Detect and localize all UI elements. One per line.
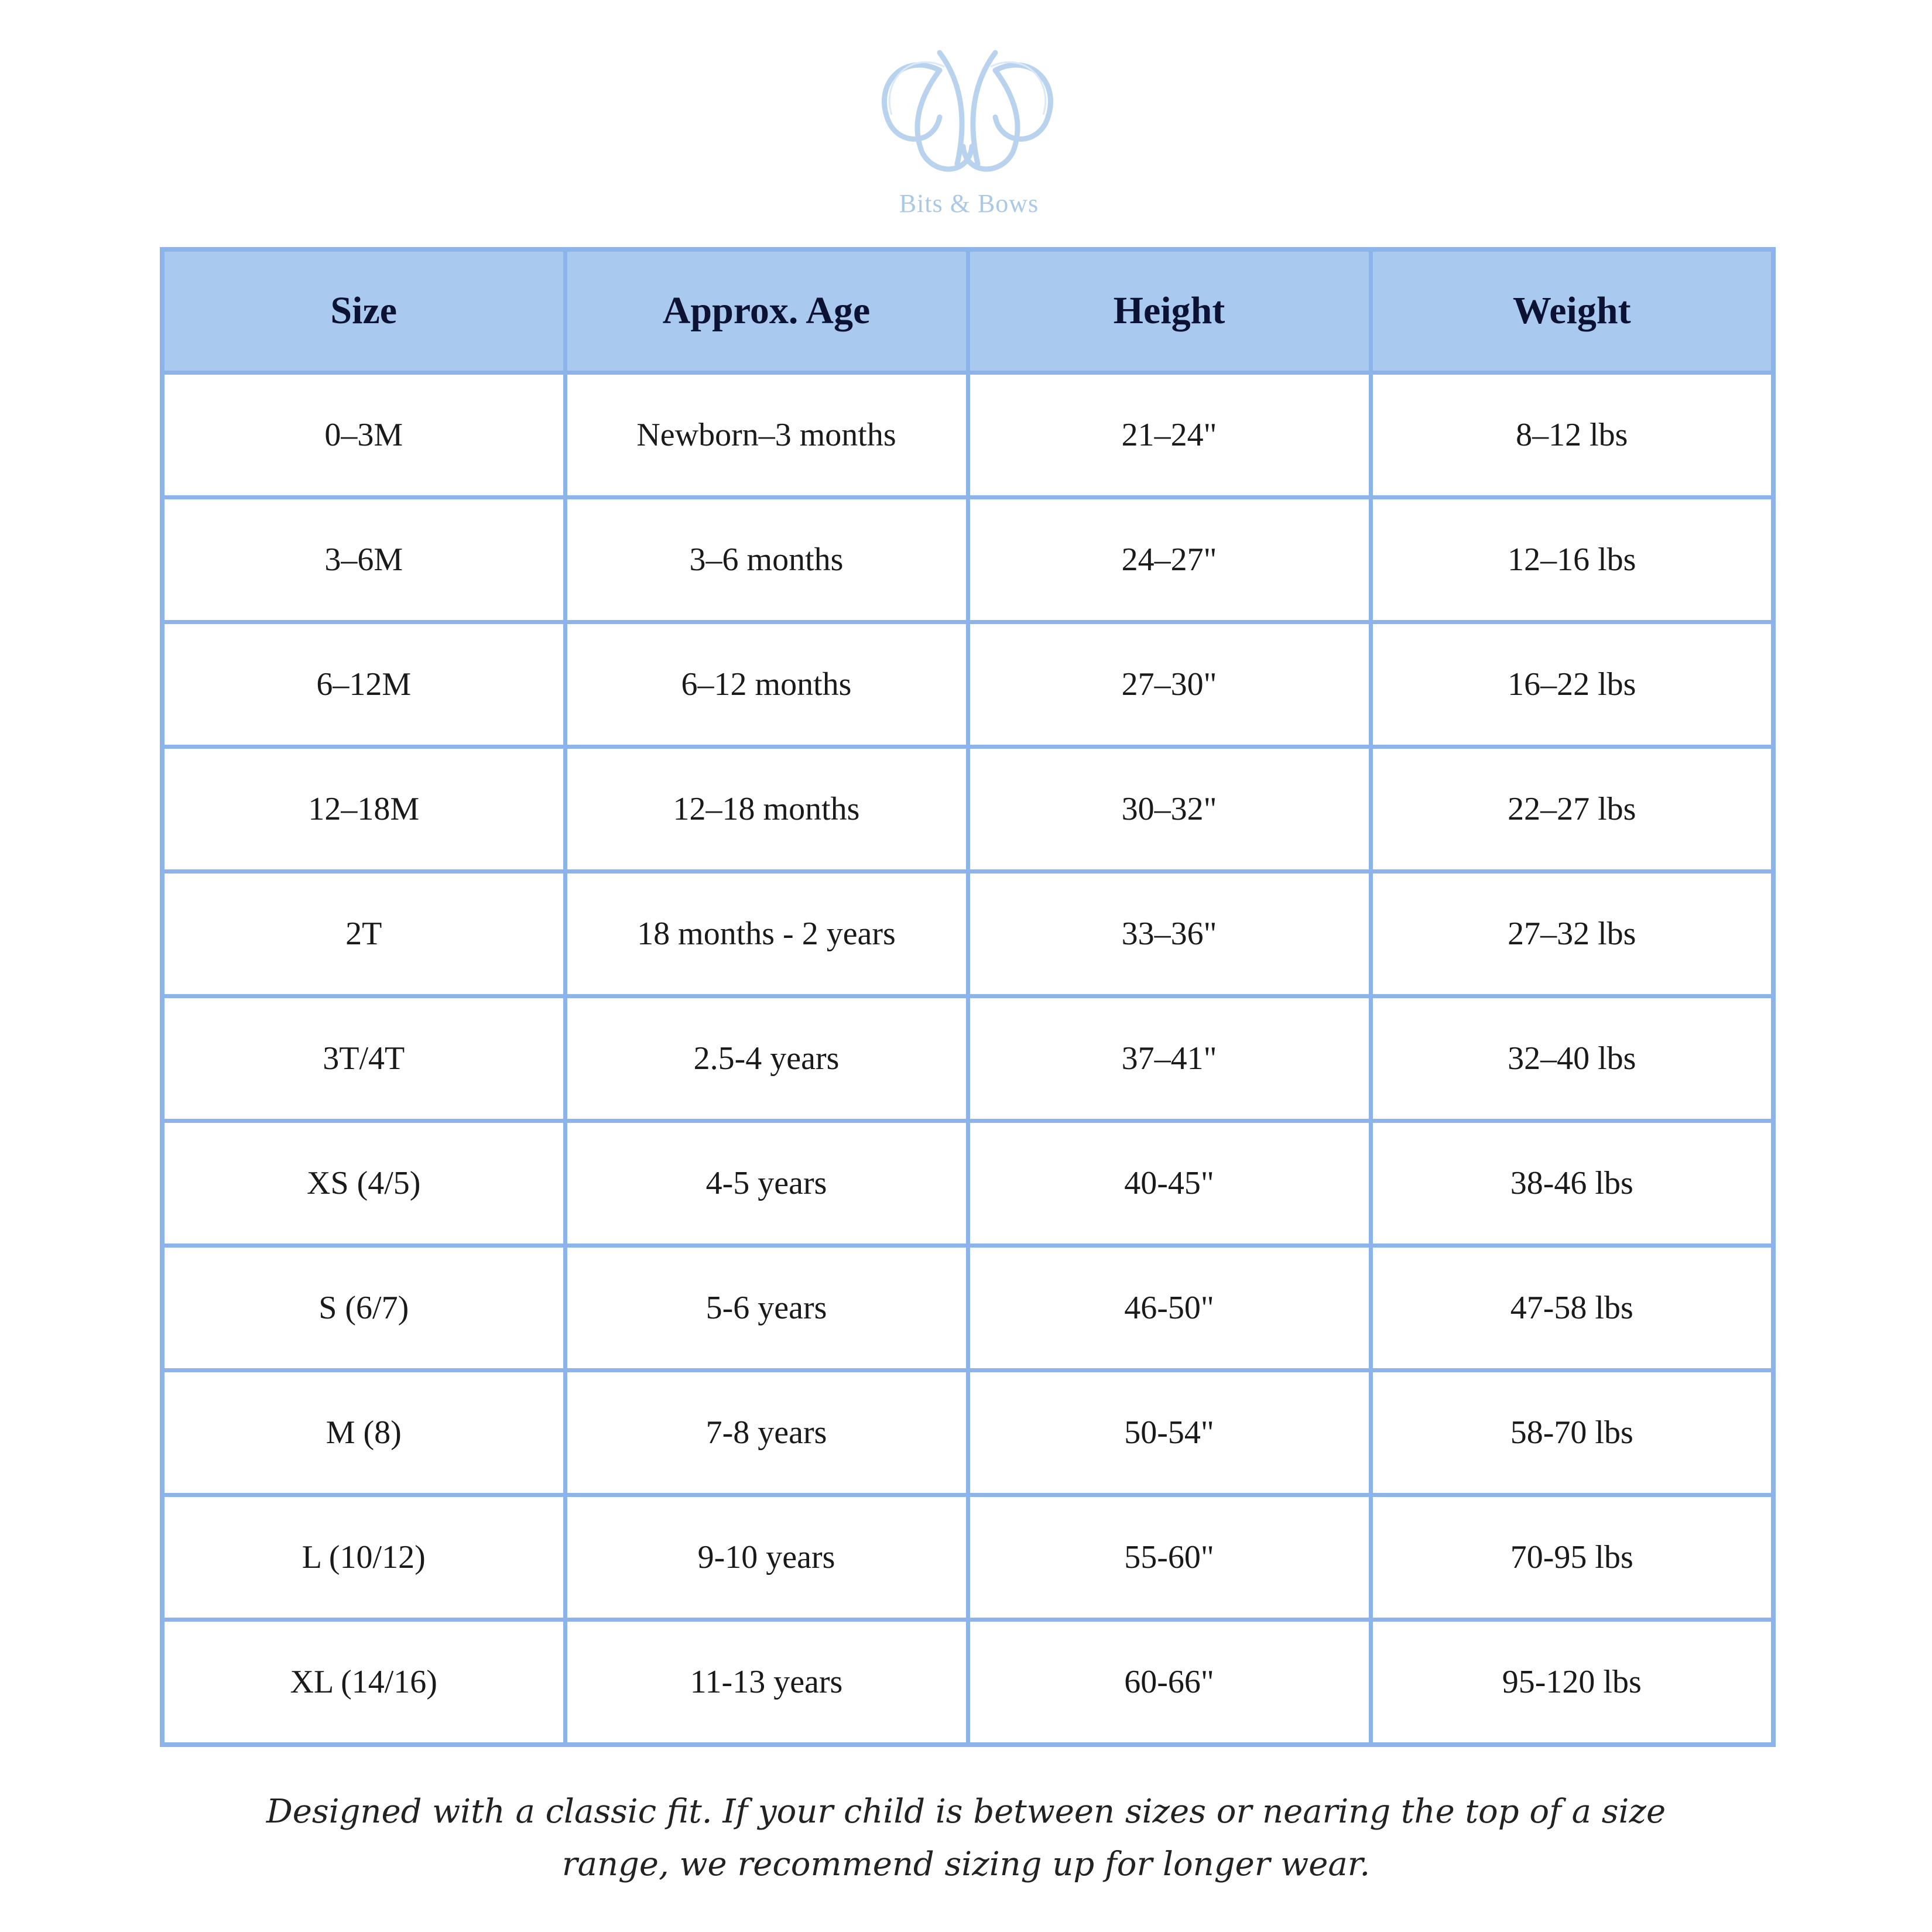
cell-size: L (10/12) — [162, 1495, 565, 1620]
cell-height: 40-45" — [968, 1121, 1371, 1245]
table-row — [162, 1121, 1773, 1245]
cell-height: 37–41" — [968, 996, 1371, 1121]
cell-size: 3T/4T — [162, 996, 565, 1121]
header-weight: Weight — [1371, 249, 1773, 372]
cell-height: 46-50" — [968, 1246, 1371, 1371]
header-height: Height — [968, 249, 1371, 372]
table-header-row — [162, 249, 1773, 372]
bits-and-bows-monogram-icon — [869, 29, 1068, 187]
table-row — [162, 1495, 1773, 1620]
brand-logo — [869, 29, 1068, 228]
cell-age: 12–18 months — [565, 746, 968, 871]
cell-weight: 47-58 lbs — [1371, 1246, 1773, 1371]
cell-height: 27–30" — [968, 622, 1371, 746]
cell-weight: 58-70 lbs — [1371, 1371, 1773, 1495]
table-row — [162, 746, 1773, 871]
cell-size: XS (4/5) — [162, 1121, 565, 1245]
cell-height: 33–36" — [968, 871, 1371, 996]
cell-height: 60-66" — [968, 1620, 1371, 1745]
table-row — [162, 1246, 1773, 1371]
cell-size: 12–18M — [162, 746, 565, 871]
cell-size: M (8) — [162, 1371, 565, 1495]
cell-weight: 22–27 lbs — [1371, 746, 1773, 871]
cell-size: S (6/7) — [162, 1246, 565, 1371]
cell-age: 9-10 years — [565, 1495, 968, 1620]
cell-age: 2.5-4 years — [565, 996, 968, 1121]
cell-age: 4-5 years — [565, 1121, 968, 1245]
cell-age: 18 months - 2 years — [565, 871, 968, 996]
cell-size: XL (14/16) — [162, 1620, 565, 1745]
cell-weight: 12–16 lbs — [1371, 497, 1773, 622]
cell-weight: 16–22 lbs — [1371, 622, 1773, 746]
brand-name: Bits & Bows — [899, 189, 1039, 218]
fit-note-line-2: range, we recommend sizing up for longer wear. — [561, 1845, 1371, 1883]
cell-weight: 38-46 lbs — [1371, 1121, 1773, 1245]
cell-height: 21–24" — [968, 372, 1371, 497]
cell-age: 3–6 months — [565, 497, 968, 622]
cell-size: 6–12M — [162, 622, 565, 746]
cell-age: 7-8 years — [565, 1371, 968, 1495]
table-row — [162, 871, 1773, 996]
table-row — [162, 372, 1773, 497]
cell-size: 2T — [162, 871, 565, 996]
header-approx-age: Approx. Age — [565, 249, 968, 372]
cell-weight: 70-95 lbs — [1371, 1495, 1773, 1620]
cell-weight: 32–40 lbs — [1371, 996, 1773, 1121]
table-row — [162, 497, 1773, 622]
cell-weight: 95-120 lbs — [1371, 1620, 1773, 1745]
table-row — [162, 622, 1773, 746]
fit-note — [176, 1786, 1756, 1891]
size-chart-table — [160, 247, 1776, 1747]
cell-height: 55-60" — [968, 1495, 1371, 1620]
cell-age: 6–12 months — [565, 622, 968, 746]
cell-height: 30–32" — [968, 746, 1371, 871]
cell-age: 11-13 years — [565, 1620, 968, 1745]
header-size: Size — [162, 249, 565, 372]
cell-weight: 27–32 lbs — [1371, 871, 1773, 996]
table-row — [162, 996, 1773, 1121]
cell-height: 24–27" — [968, 497, 1371, 622]
cell-age: Newborn–3 months — [565, 372, 968, 497]
cell-age: 5-6 years — [565, 1246, 968, 1371]
fit-note-line-1: Designed with a classic fit. If your child is between sizes or nearing the top of a size — [266, 1793, 1666, 1831]
table-row — [162, 1371, 1773, 1495]
cell-weight: 8–12 lbs — [1371, 372, 1773, 497]
cell-size: 0–3M — [162, 372, 565, 497]
cell-height: 50-54" — [968, 1371, 1371, 1495]
table-row — [162, 1620, 1773, 1745]
cell-size: 3–6M — [162, 497, 565, 622]
